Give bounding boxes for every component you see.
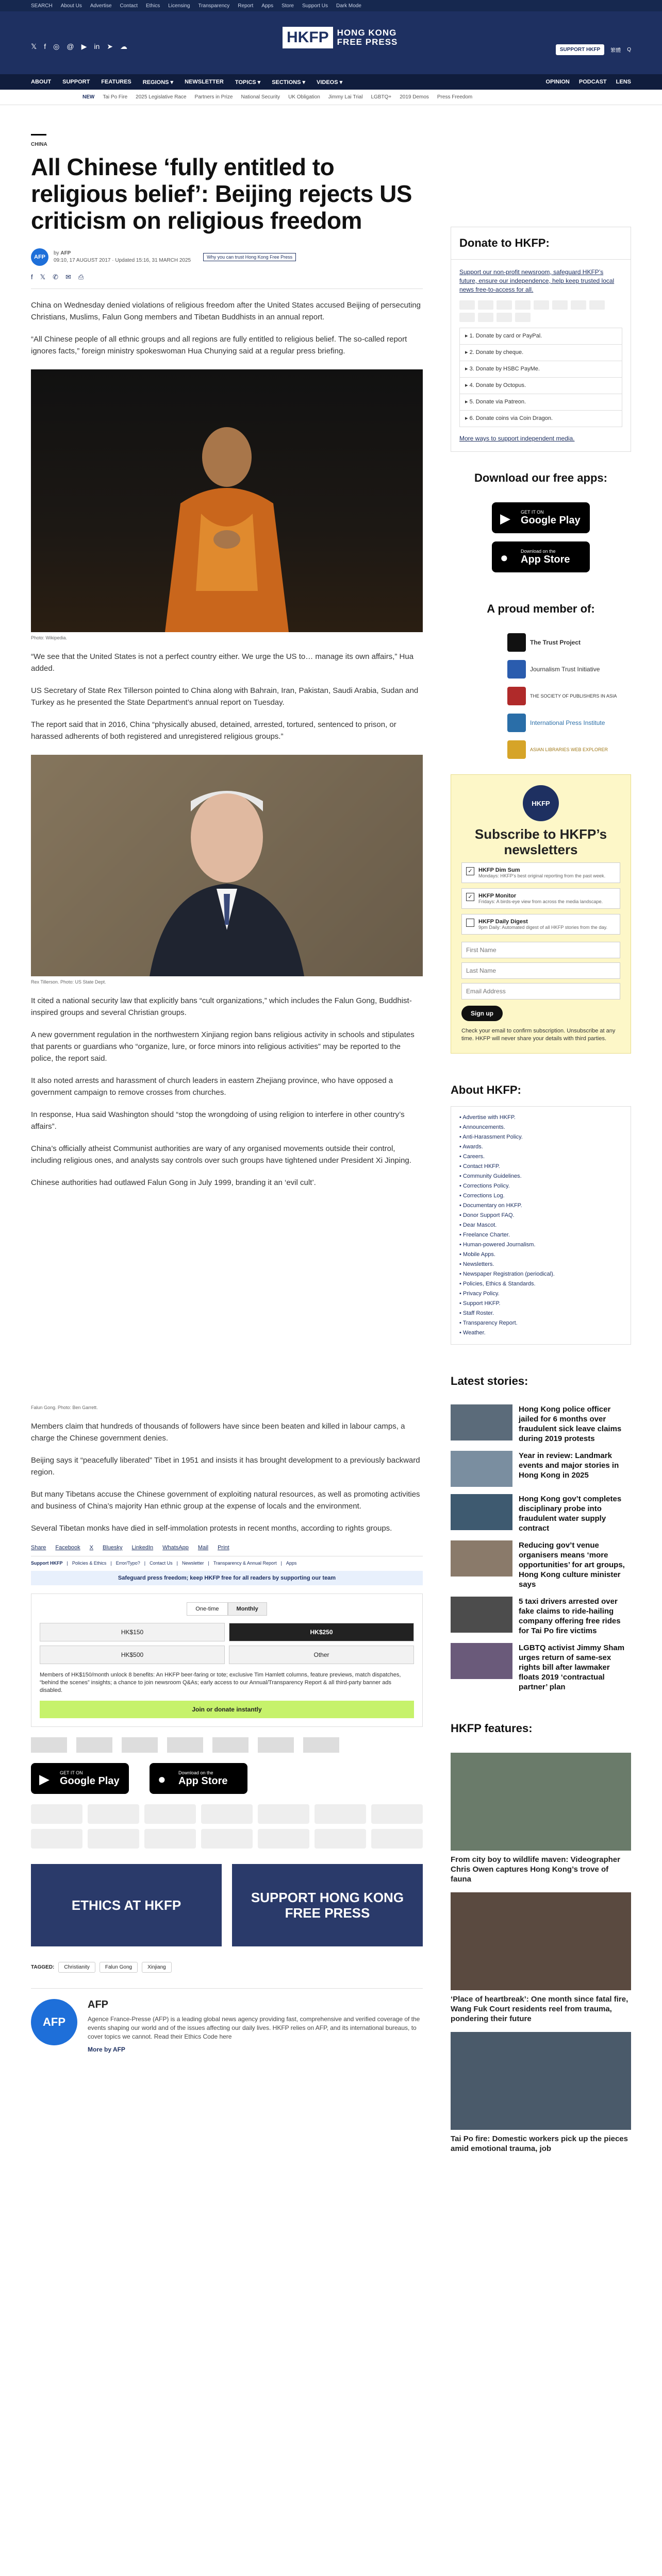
share-icons-row (31, 273, 423, 289)
tab-one-time[interactable]: One-time (187, 1602, 227, 1616)
donate-option-label: 2. Donate by cheque. (469, 349, 524, 355)
sopa-logo (507, 687, 526, 705)
byline: AFP by AFP 09:10, 17 AUGUST 2017 · Updated 15:16, 31 MARCH 2025 Why you can trust Hong Kong Free Press (31, 248, 423, 266)
story-thumbnail[interactable] (451, 1404, 512, 1440)
feature-story[interactable] (451, 2032, 631, 2154)
nav-item-support[interactable]: SUPPORT (62, 79, 90, 85)
visa-icon (478, 300, 493, 310)
photo-caption: Rex Tillerson. Photo: US State Dept. (31, 979, 106, 985)
article-paragraph: China on Wednesday denied violations of religious freedom after the United States accused Beijing of persecuting Christians, Muslims, Falun Gong members and Tibetan Buddhists in an annual report. (31, 301, 421, 321)
donate-option-label: 3. Donate by HSBC PayMe. (469, 366, 540, 372)
newsletter-box (451, 774, 631, 1054)
main-nav (0, 74, 662, 90)
photo-caption: Falun Gong. Photo: Ben Garrett. (31, 1405, 98, 1410)
trust-badge[interactable]: Why you can trust Hong Kong Free Press (203, 253, 296, 261)
trending-bar (0, 90, 662, 105)
article-paragraph: But many Tibetans accuse the Chinese government of exploiting natural resources, as well as promoting activities and business of China’s majority Han ethnic group at the expense of locals and the environment. (31, 1490, 420, 1511)
social-icons (31, 42, 127, 51)
logo-line-1: HONG KONG (337, 28, 397, 38)
donate-option[interactable]: ▸ 2. Donate by cheque. (459, 344, 622, 361)
email-icon[interactable]: ✉ (65, 273, 71, 281)
paypal-icon (88, 1829, 139, 1849)
more-by-link[interactable]: More by AFP (88, 2046, 125, 2053)
member-logo[interactable] (507, 687, 631, 705)
nav-item-lens[interactable]: LENS (616, 79, 631, 85)
top-link[interactable]: Dark Mode (336, 3, 361, 9)
member-logo[interactable] (507, 714, 631, 732)
amex-icon (144, 1804, 196, 1824)
nav-item-regions[interactable]: REGIONS ▾ (142, 79, 174, 86)
newsletter-desc: Fridays: A birds-eye view from across the media landscape. (478, 899, 603, 904)
newsletter-option[interactable] (461, 862, 620, 883)
x-icon[interactable]: 𝕏 (31, 42, 37, 50)
article-category[interactable]: CHINA (31, 142, 47, 147)
donate-option[interactable]: ▸ 1. Donate by card or PayPal. (459, 328, 622, 345)
member-logo[interactable] (507, 660, 631, 679)
unionpay-icon (258, 1804, 309, 1824)
article-paragraph: Chinese authorities had outlawed Falun Gong in July 1999, branding it an ‘evil cult’. (31, 1178, 316, 1187)
share-link[interactable]: Mail (197, 1545, 209, 1551)
about-link[interactable]: • Corrections Policy. (459, 1183, 510, 1189)
google-play-big: Google Play (60, 1775, 120, 1787)
latest-story[interactable] (451, 1540, 631, 1589)
trending-link[interactable]: 2025 Legislative Race (136, 94, 187, 100)
trending-link[interactable]: Tai Po Fire (103, 94, 128, 100)
author-box-description: Agence France-Presse (AFP) is a leading global news agency providing fast, comprehensive and verified coverage of the events shaping our world and of the issues affecting our daily lives. HKFP relies on AFP, and its international bureaus, to cover topics we cannot. Read their Ethics Code here (88, 2015, 420, 2040)
amount-option-selected[interactable]: HK$250 (229, 1623, 414, 1641)
jcb-icon (315, 1804, 366, 1824)
asian-libraries-logo (507, 740, 526, 759)
google-play-small: GET IT ON (60, 1770, 83, 1775)
donate-title: Donate to HKFP: (451, 227, 631, 259)
nav-item-podcast[interactable]: PODCAST (578, 79, 607, 85)
top-link[interactable]: Contact (120, 3, 138, 9)
mastercard-icon (459, 300, 475, 310)
tag[interactable]: Falun Gong (100, 1962, 138, 1973)
about-link[interactable]: • Careers. (459, 1154, 485, 1160)
latest-story[interactable] (451, 1494, 631, 1533)
story-title[interactable]: Hong Kong gov’t completes disciplinary probe into fraudulent water supply contract (519, 1495, 622, 1533)
latest-title: Latest stories: (451, 1375, 528, 1387)
amex-icon (496, 300, 512, 310)
article-paragraph: Several Tibetan monks have died in self-immolation protests in recent months, according to rights groups. (31, 1524, 392, 1533)
footer-link[interactable]: Error/Typo? (115, 1561, 140, 1566)
about-link[interactable]: • Advertise with HKFP. (459, 1114, 516, 1121)
payme-icon (371, 1804, 423, 1824)
facebook-icon[interactable]: f (31, 273, 33, 281)
octopus-icon (201, 1829, 253, 1849)
top-utility-bar (0, 0, 662, 11)
latest-story[interactable] (451, 1643, 631, 1692)
share-link[interactable]: Facebook (55, 1545, 80, 1551)
partner-logos-row (31, 1737, 423, 1753)
applepay-icon (371, 1829, 423, 1849)
app-store-small: Download on the (178, 1770, 213, 1775)
top-link[interactable]: Transparency (198, 3, 230, 9)
about-links (451, 1106, 631, 1345)
patreon-icon (31, 1829, 82, 1849)
article-paragraph: Beijing says it “peacefully liberated” Tibet in 1951 and insists it has brought development to a previously backward region. (31, 1456, 420, 1477)
about-title: About HKFP: (451, 1083, 521, 1096)
donate-text[interactable]: Support our non-profit newsroom, safeguard HKFP’s future, ensure our independence, help keep trusted local news free-to-access for all. (459, 268, 615, 293)
payme-icon (571, 300, 586, 310)
member-name: THE SOCIETY OF PUBLISHERS IN ASIA (530, 693, 617, 699)
unionpay-icon (515, 300, 531, 310)
paypal-icon (552, 300, 568, 310)
category-rule (31, 134, 46, 135)
article-paragraph: US Secretary of State Rex Tillerson pointed to China along with Bahrain, Iran, Pakistan, Saudi Arabia, Sudan and Turkey as he presented the State Department’s annual report on Tuesday. (31, 686, 419, 707)
author-box-avatar[interactable]: AFP (31, 1999, 77, 2045)
trending-link[interactable]: National Security (241, 94, 280, 100)
logo-line-2: FREE PRESS (337, 37, 398, 47)
feature-thumbnail[interactable] (451, 1753, 631, 1851)
newsletter-name: HKFP Dim Sum (478, 867, 520, 873)
language-toggle[interactable]: 繁體 (610, 48, 621, 54)
author-box-name[interactable]: AFP (88, 1999, 108, 2010)
payment-logos (459, 300, 622, 322)
about-link[interactable]: • Newspaper Registration (periodical). (459, 1271, 555, 1277)
about-link[interactable]: • Community Guidelines. (459, 1173, 522, 1179)
sidebar (451, 227, 631, 2154)
partner-logo (167, 1737, 203, 1753)
google-play-icon: ▶ (39, 1771, 49, 1787)
tags-row (31, 1962, 423, 1973)
gpay-icon (459, 313, 475, 322)
gpay-icon (315, 1829, 366, 1849)
support-promo-banner[interactable]: SUPPORT HONG KONG FREE PRESS (232, 1864, 423, 1946)
more-ways-link[interactable]: More ways to support independent media. (459, 435, 575, 442)
member-name: International Press Institute (530, 719, 605, 726)
brand-header (0, 11, 662, 74)
nav-item-opinion[interactable]: OPINION (545, 79, 570, 85)
story-thumbnail[interactable] (451, 1494, 512, 1530)
article-paragraph: Members claim that hundreds of thousands of followers have since been beaten and killed in labour camps, a charge the Chinese government denies. (31, 1422, 405, 1443)
feature-story[interactable] (451, 1892, 631, 2024)
features-title: HKFP features: (451, 1722, 533, 1735)
story-thumbnail[interactable] (451, 1451, 512, 1487)
share-link[interactable]: Bluesky (103, 1545, 123, 1551)
share-link[interactable]: LinkedIn (131, 1545, 154, 1551)
latest-story[interactable] (451, 1451, 631, 1487)
member-name: The Trust Project (530, 639, 581, 646)
article-paragraph: In response, Hua said Washington should “stop the wrongdoing of using religion to interfere in other country’s affairs”. (31, 1110, 405, 1131)
amount-option[interactable]: Other (229, 1646, 414, 1664)
visa-icon (88, 1804, 139, 1824)
nav-item-videos[interactable]: VIDEOS ▾ (317, 79, 343, 86)
tags-label: TAGGED: (31, 1964, 55, 1970)
apple-icon: ● (158, 1771, 166, 1787)
story-title[interactable]: 5 taxi drivers arrested over fake claims to ride-hailing company offering free rides for Tai Po fire victims (519, 1597, 621, 1635)
donate-option-label: 1. Donate by card or PayPal. (469, 333, 542, 339)
footer-link[interactable]: Transparency & Annual Report (213, 1561, 277, 1566)
publish-date: 09:10, 17 AUGUST 2017 (54, 258, 111, 263)
member-title: A proud member of: (487, 602, 595, 615)
trending-link[interactable]: UK Obligation (288, 94, 320, 100)
newsletter-title: Subscribe to HKFP’s newsletters (474, 826, 607, 857)
top-link[interactable]: Ethics (145, 3, 160, 9)
first-name-field[interactable] (461, 942, 620, 958)
donate-option-label: 6. Donate coins via Coin Dragon. (469, 415, 553, 421)
app-store-button[interactable] (492, 541, 590, 572)
tag[interactable]: Christianity (58, 1962, 95, 1973)
signup-note: Check your email to confirm subscription. Unsubscribe at any time. HKFP will never share your details with third parties. (461, 1028, 616, 1042)
tillerson-photo (31, 755, 423, 976)
google-play-button[interactable] (31, 1763, 129, 1794)
updated-date: Updated 15:16, 31 MARCH 2025 (115, 258, 191, 263)
top-link[interactable]: SEARCH (31, 3, 53, 9)
about-link[interactable]: • Newsletters. (459, 1261, 494, 1267)
checkbox-checked[interactable]: ✓ (466, 893, 474, 901)
share-links (31, 1545, 423, 1551)
hkfp-logo[interactable] (283, 27, 398, 48)
nav-item-about[interactable]: ABOUT (31, 79, 52, 85)
newsletter-option[interactable] (461, 914, 620, 935)
tillerson-illustration (31, 755, 423, 976)
donate-option[interactable]: ▸ 4. Donate by Octopus. (459, 377, 622, 394)
monk-illustration (31, 369, 423, 632)
checkbox-checked[interactable]: ✓ (466, 867, 474, 875)
falun-gong-photo-placeholder (31, 1201, 423, 1402)
jti-logo (507, 660, 526, 679)
safeguard-banner[interactable]: Safeguard press freedom; keep HKFP free for all readers by supporting our team (31, 1571, 423, 1585)
trending-link[interactable]: Partners in Prize (194, 94, 233, 100)
newsletter-desc: 9pm Daily: Automated digest of all HKFP stories from the day. (478, 925, 608, 930)
about-link[interactable]: • Contact HKFP. (459, 1163, 500, 1170)
story-title[interactable]: Hong Kong police officer jailed for 6 months over fraudulent sick leave claims during 2019 protests (519, 1405, 622, 1443)
octopus-icon (496, 313, 512, 322)
donate-option-label: 4. Donate by Octopus. (469, 382, 526, 388)
article-paragraph: It cited a national security law that explicitly bans “cult organizations,” which includes the Falun Gong, Buddhist-inspired groups and several Christian groups. (31, 996, 412, 1017)
app-store-button[interactable] (150, 1763, 247, 1794)
latest-story[interactable] (451, 1597, 631, 1636)
trending-new-label: NEW (82, 94, 95, 100)
by-label: by (54, 250, 59, 256)
story-title[interactable]: Year in review: Landmark events and major stories in Hong Kong in 2025 (519, 1451, 619, 1480)
app-store-big: App Store (521, 553, 570, 565)
feature-title[interactable]: From city boy to wildlife maven: Videographer Chris Owen captures Hong Kong’s trove of fauna (451, 1855, 620, 1884)
x-icon[interactable]: 𝕏 (40, 273, 46, 281)
google-play-big: Google Play (521, 514, 581, 526)
header-actions (556, 44, 631, 55)
author-name[interactable]: AFP (60, 250, 71, 256)
about-link[interactable]: • Donor Support FAQ. (459, 1212, 515, 1218)
partner-logo (212, 1737, 249, 1753)
instagram-icon[interactable]: ◎ (53, 42, 60, 50)
donate-widget (31, 1594, 423, 1727)
whatsapp-icon[interactable]: ✆ (53, 273, 59, 281)
partner-logo (31, 1737, 67, 1753)
article-footer-links: Support HKFP | Policies & Ethics | Error/Typo? | Contact Us | Newsletter | Transparency & Annual Report | Apps (31, 1556, 423, 1566)
google-play-icon: ▶ (500, 511, 510, 526)
about-link[interactable]: • Weather. (459, 1330, 486, 1336)
photo-caption: Photo: Wikipedia. (31, 635, 68, 640)
apple-icon: ● (500, 550, 508, 565)
trending-link[interactable]: Press Freedom (437, 94, 473, 100)
nav-item-features[interactable]: FEATURES (101, 79, 131, 85)
article-paragraph: A new government regulation in the northwestern Xinjiang region bans religious activity in schools and stipulates that parents or guardians who “organize, lure, or force minors into religious activities” may be reported to the police, the report said. (31, 1030, 415, 1063)
about-link[interactable]: • Corrections Log. (459, 1193, 505, 1199)
about-link[interactable]: • Dear Mascot. (459, 1222, 497, 1228)
youtube-icon[interactable]: ▶ (81, 42, 87, 50)
share-link[interactable]: Share (31, 1545, 46, 1551)
article-title: All Chinese ‘fully entitled to religious belief’: Beijing rejects US criticism on religious freedom (31, 154, 412, 234)
footer-link[interactable]: Newsletter (181, 1561, 204, 1566)
google-play-button[interactable] (492, 502, 590, 533)
nav-item-sections[interactable]: SECTIONS ▾ (272, 79, 305, 86)
about-link[interactable]: • Awards. (459, 1144, 483, 1150)
story-thumbnail[interactable] (451, 1540, 512, 1577)
feature-thumbnail[interactable] (451, 2032, 631, 2130)
payme-icon (144, 1829, 196, 1849)
nav-item-topics[interactable]: TOPICS ▾ (235, 79, 261, 86)
ipi-logo (507, 714, 526, 732)
telegram-icon[interactable]: ➤ (107, 42, 113, 50)
feature-title[interactable]: ‘Place of heartbreak’: One month since fatal fire, Wang Fuk Court residents reel from trauma, pondering their future (451, 1995, 628, 2023)
patreon-icon (589, 300, 605, 310)
top-link[interactable]: About Us (60, 3, 82, 9)
partner-logo (76, 1737, 112, 1753)
top-link[interactable]: Report (238, 3, 254, 9)
about-link[interactable]: • Transparency Report. (459, 1320, 518, 1326)
trending-link[interactable]: LGBTQ+ (371, 94, 392, 100)
linkedin-icon[interactable]: in (94, 42, 100, 50)
top-link[interactable]: Store (282, 3, 294, 9)
feature-story[interactable] (451, 1753, 631, 1884)
about-link[interactable]: • Privacy Policy. (459, 1291, 500, 1297)
author-avatar[interactable]: AFP (31, 248, 48, 266)
ethics-promo-banner[interactable]: ETHICS AT HKFP (31, 1864, 222, 1946)
trending-link[interactable]: Jimmy Lai Trial (328, 94, 363, 100)
amex-icon (201, 1804, 253, 1824)
article-paragraph: “We see that the United States is not a perfect country either. We urge the US to… manage its own affairs,” Hua added. (31, 652, 414, 673)
logo-box: HKFP (283, 27, 333, 48)
join-donate-button[interactable]: Join or donate instantly (40, 1701, 414, 1718)
about-link[interactable]: • Freelance Charter. (459, 1232, 510, 1238)
about-link[interactable]: • Staff Roster. (459, 1310, 494, 1316)
nav-item-newsletter[interactable]: NEWSLETTER (185, 79, 224, 85)
payment-methods-grid (31, 1804, 423, 1849)
share-link[interactable]: Print (218, 1545, 229, 1551)
about-link[interactable]: • Support HKFP. (459, 1300, 501, 1307)
amount-option[interactable]: HK$500 (40, 1646, 225, 1664)
latest-story[interactable] (451, 1404, 631, 1444)
author-box (31, 1988, 423, 2054)
story-thumbnail[interactable] (451, 1597, 512, 1633)
jcb-icon (534, 300, 549, 310)
promo-banners (31, 1864, 423, 1946)
feature-thumbnail[interactable] (451, 1892, 631, 1990)
footer-link[interactable]: Contact Us (150, 1561, 173, 1566)
newsletter-desc: Mondays: HKFP’s best original reporting from the past week. (478, 873, 606, 878)
member-name: ASIAN LIBRARIES WEB EXPLORER (530, 747, 608, 752)
share-link[interactable]: WhatsApp (162, 1545, 189, 1551)
about-link[interactable]: • Policies, Ethics & Standards. (459, 1281, 536, 1287)
feature-title[interactable]: Tai Po fire: Domestic workers pick up the pieces amid emotional trauma, job (451, 2134, 628, 2153)
trust-project-logo (507, 633, 526, 652)
bitcoin-icon (258, 1829, 309, 1849)
applepay-icon (478, 313, 493, 322)
trending-link[interactable]: 2019 Demos (400, 94, 429, 100)
about-link[interactable]: • Anti-Harassment Policy. (459, 1134, 523, 1140)
top-link[interactable]: Support Us (302, 3, 328, 9)
top-link[interactable]: Advertise (90, 3, 112, 9)
article-paragraph: The report said that in 2016, China “physically abused, detained, arrested, tortured, sentenced to prison, or harassed adherents of both registered and unregistered religious groups.” (31, 720, 396, 741)
app-store-big: App Store (178, 1775, 228, 1787)
newsletter-name: HKFP Monitor (478, 893, 517, 899)
footer-link[interactable]: Support HKFP (31, 1561, 63, 1566)
about-link[interactable]: • Human-powered Journalism. (459, 1242, 536, 1248)
top-link[interactable]: Licensing (168, 3, 190, 9)
article-paragraph: China’s officially atheist Communist authorities are wary of any organised movements outside their control, including religious ones, and analysts say controls over such groups have tightened under President Xi Jinping. (31, 1144, 411, 1165)
checkbox-unchecked[interactable] (466, 919, 474, 927)
bitcoin-icon (515, 313, 531, 322)
print-icon[interactable]: ⎙ (78, 273, 84, 281)
threads-icon[interactable]: @ (67, 42, 74, 50)
app-store-small: Download on the (521, 548, 556, 554)
member-name: Journalism Trust Initiative (530, 666, 600, 673)
article-paragraph: “All Chinese people of all ethnic groups and all regions are fully entitled to religious belief. The so-called report ignores facts,” foreign ministry spokeswoman Hua Chunying said at a regular press briefing. (31, 335, 407, 355)
search-icon[interactable]: Q (627, 47, 631, 53)
partner-logo (303, 1737, 339, 1753)
footer-link[interactable]: Policies & Ethics (72, 1561, 107, 1566)
monk-photo (31, 369, 423, 632)
support-hkfp-button[interactable]: SUPPORT HKFP (556, 44, 604, 55)
story-title[interactable]: Reducing gov’t venue organisers means ‘more opportunities’ for art groups, Hong Kong culture minister says (519, 1541, 625, 1589)
donate-option-label: 5. Donate via Patreon. (469, 399, 526, 405)
donate-option[interactable]: ▸ 6. Donate coins via Coin Dragon. (459, 410, 622, 427)
donate-option[interactable]: ▸ 3. Donate by HSBC PayMe. (459, 361, 622, 378)
membership-note: Members of HK$150/month unlock 8 benefits: An HKFP beer-faring or tote; exclusive Tim Hamlett columns, feature previews, match dispatches, “behind the scenes” insights; a chance to join newsroom Q&As; early access to our Annual/Transparency Report & all third-party banner ads disabled. (40, 1672, 401, 1693)
email-field[interactable] (461, 983, 620, 999)
mastercard-icon (31, 1804, 82, 1824)
donate-option[interactable]: ▸ 5. Donate via Patreon. (459, 394, 622, 411)
newsletter-option[interactable] (461, 888, 620, 909)
article (31, 134, 423, 2054)
member-logo[interactable] (507, 740, 631, 759)
footer-link[interactable]: Apps (286, 1561, 297, 1566)
about-link[interactable]: • Documentary on HKFP. (459, 1202, 522, 1209)
last-name-field[interactable] (461, 962, 620, 979)
story-thumbnail[interactable] (451, 1643, 512, 1679)
bluesky-icon[interactable]: ☁ (120, 42, 128, 50)
top-link[interactable]: Apps (261, 3, 274, 9)
partner-logo (258, 1737, 294, 1753)
google-play-small: GET IT ON (521, 509, 544, 515)
newsletter-logo: HKFP (523, 785, 559, 821)
story-title[interactable]: LGBTQ activist Jimmy Sham urges return of same-sex rights bill after lawmaker floats 2019 ‘contractual partner’ plan (519, 1643, 625, 1691)
tag[interactable]: Xinjiang (142, 1962, 172, 1973)
about-link[interactable]: • Announcements. (459, 1124, 505, 1130)
about-link[interactable]: • Mobile Apps. (459, 1251, 495, 1258)
partner-logo (122, 1737, 158, 1753)
tab-monthly[interactable]: Monthly (228, 1602, 267, 1616)
member-logo[interactable] (507, 633, 631, 652)
apps-title: Download our free apps: (474, 471, 607, 484)
article-paragraph: It also noted arrests and harassment of church leaders in eastern Zhejiang province, who have opposed a government campaign to remove crosses from churches. (31, 1076, 393, 1097)
signup-button[interactable]: Sign up (461, 1006, 503, 1021)
donate-box (451, 259, 631, 452)
facebook-icon[interactable]: f (44, 42, 46, 50)
newsletter-name: HKFP Daily Digest (478, 919, 528, 925)
amount-option[interactable]: HK$150 (40, 1623, 225, 1641)
share-link[interactable]: X (89, 1545, 94, 1551)
